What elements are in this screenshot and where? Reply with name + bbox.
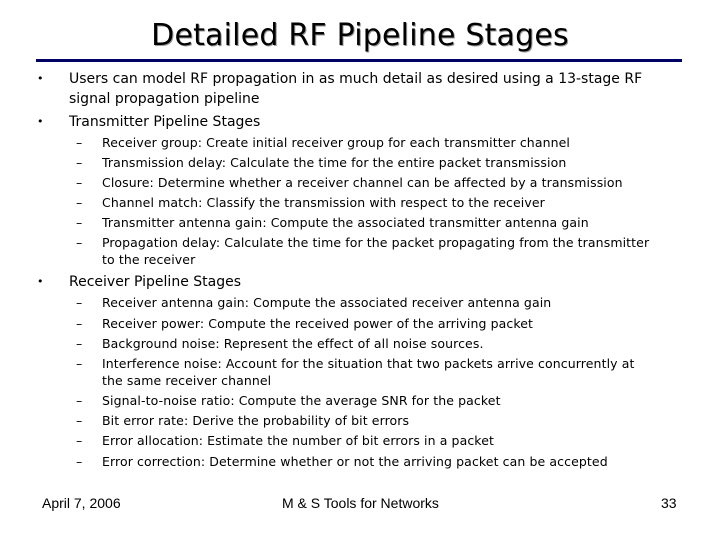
dash-marker: –: [76, 195, 83, 210]
stage-item: Bit error rate: Derive the probability of bit errors: [102, 413, 410, 428]
dash-marker: –: [76, 155, 83, 170]
stage-item: the same receiver channel: [102, 373, 272, 388]
bullet-marker: •: [37, 115, 44, 128]
dash-marker: –: [76, 135, 83, 150]
bullet-text: Users can model RF propagation in as much detail as desired using a 13-stage RF: [69, 71, 643, 87]
stage-item: Receiver group: Create initial receiver group for each transmitter channel: [102, 135, 570, 150]
stage-item: Error correction: Determine whether or not the arriving packet can be accepted: [102, 454, 608, 469]
stage-item: Propagation delay: Calculate the time for the packet propagating from the transmitter: [102, 235, 650, 250]
bullet-marker: •: [37, 275, 44, 288]
stage-item: Receiver antenna gain: Compute the associated receiver antenna gain: [102, 295, 552, 310]
stage-item: Background noise: Represent the effect of all noise sources.: [102, 336, 484, 351]
stage-item: Error allocation: Estimate the number of bit errors in a packet: [102, 433, 494, 448]
bullet-marker: •: [37, 72, 44, 85]
stage-item: Channel match: Classify the transmission with respect to the receiver: [102, 195, 545, 210]
stage-item: Receiver power: Compute the received power of the arriving packet: [102, 316, 534, 331]
slide-number: 33: [661, 495, 677, 511]
stage-item: to the receiver: [102, 252, 196, 267]
dash-marker: –: [76, 356, 83, 371]
stage-item: Transmitter antenna gain: Compute the associated transmitter antenna gain: [102, 215, 589, 230]
bullet-text: signal propagation pipeline: [69, 91, 260, 107]
dash-marker: –: [76, 433, 83, 448]
stage-item: Closure: Determine whether a receiver channel can be affected by a transmission: [102, 175, 623, 190]
dash-marker: –: [76, 413, 83, 428]
stage-item: Transmission delay: Calculate the time for the entire packet transmission: [102, 155, 567, 170]
dash-marker: –: [76, 393, 83, 408]
section-heading-transmitter: Transmitter Pipeline Stages: [69, 114, 261, 130]
dash-marker: –: [76, 316, 83, 331]
dash-marker: –: [76, 215, 83, 230]
stage-item: Signal-to-noise ratio: Compute the average SNR for the packet: [102, 393, 501, 408]
dash-marker: –: [76, 295, 83, 310]
stage-item: Interference noise: Account for the situation that two packets arrive concurrently at: [102, 356, 635, 371]
section-heading-receiver: Receiver Pipeline Stages: [69, 274, 242, 290]
dash-marker: –: [76, 235, 83, 250]
footer-title: M & S Tools for Networks: [282, 495, 439, 511]
slide-title: Detailed RF Pipeline Stages: [151, 18, 569, 53]
dash-marker: –: [76, 175, 83, 190]
dash-marker: –: [76, 454, 83, 469]
dash-marker: –: [76, 336, 83, 351]
footer-date: April 7, 2006: [42, 495, 121, 511]
